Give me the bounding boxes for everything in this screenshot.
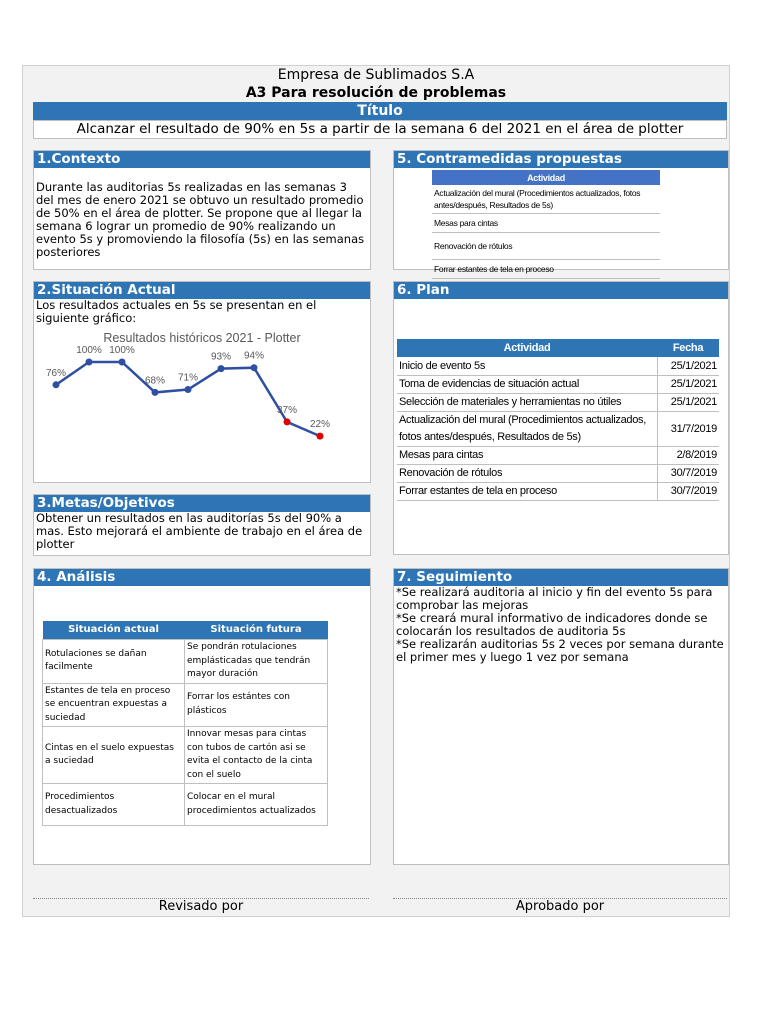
- reviewed-by-label: Revisado por: [158, 899, 244, 914]
- data-label: 100%: [109, 345, 135, 356]
- table-row: [43, 683, 328, 727]
- plan-activity: Forrar estantes de tela en proceso: [397, 482, 657, 500]
- table-row: [43, 784, 328, 826]
- company-name: Empresa de Sublimados S.A: [277, 67, 475, 83]
- context-heading: 1.Contexto: [34, 151, 370, 168]
- data-label: 94%: [243, 350, 265, 362]
- goals-panel: [33, 494, 371, 556]
- analysis-future: Forrar los estántes con plásticos: [185, 683, 328, 727]
- countermeasures-table: [432, 170, 660, 279]
- data-label: 100%: [76, 345, 102, 356]
- analysis-table: [42, 621, 328, 826]
- data-point: [53, 381, 60, 388]
- plan-activity: Toma de evidencias de situación actual: [397, 375, 657, 393]
- data-label: 22%: [309, 419, 331, 431]
- followup-panel: [393, 568, 729, 865]
- data-point: [152, 389, 159, 396]
- countermeasures-col-activity: Actividad: [432, 170, 660, 185]
- plan-panel: [393, 281, 729, 555]
- table-row: [43, 727, 328, 784]
- data-label: 93%: [210, 351, 232, 363]
- followup-line: *Se creará mural informativo de indicadores donde se colocarán los resultados de auditoria 5s: [396, 611, 708, 638]
- context-text: Durante las auditorias 5s realizadas en las semanas 3 del mes de enero 2021 se obtuvo un resultado promedio de 50% en el área de plotter. Se propone que al llegar la semana 6 lograr un promedio de 90% realizando un evento 5s y promoviendo la filosofía (5s) en las semanas posteriores: [36, 180, 365, 259]
- analysis-col-current: Situación actual: [43, 621, 185, 640]
- table-row: [432, 185, 660, 214]
- table-row: [397, 482, 719, 500]
- plan-date: 2/8/2019: [657, 446, 719, 464]
- analysis-current: Estantes de tela en proceso se encuentran expuestas a suciedad: [43, 683, 185, 727]
- title-label: Título: [33, 102, 727, 120]
- current-situation-panel: [33, 281, 371, 483]
- chart-title: Resultados históricos 2021 - Plotter: [103, 331, 301, 345]
- table-row: [432, 214, 660, 233]
- plan-date: 31/7/2019: [657, 411, 719, 446]
- table-row: [397, 411, 719, 446]
- data-point: [86, 359, 93, 366]
- table-row: [397, 464, 719, 482]
- data-point: [185, 386, 192, 393]
- table-row: [432, 260, 660, 279]
- table-row: [43, 640, 328, 684]
- plan-col-activity: Actividad: [397, 339, 657, 357]
- analysis-current: Procedimientos desactualizados: [43, 784, 185, 826]
- followup-heading: 7. Seguimiento: [394, 569, 728, 586]
- plan-date: 25/1/2021: [657, 357, 719, 375]
- table-row: [397, 446, 719, 464]
- plan-heading: 6. Plan: [394, 282, 728, 299]
- context-panel: [33, 150, 371, 270]
- document-title: A3 Para resolución de problemas: [245, 85, 507, 101]
- goals-text: Obtener un resultados en las auditorías 5s del 90% a mas. Esto mejorará el ambiente de trabajo en el área de plotter: [36, 511, 363, 551]
- countermeasure-item: Actualización del mural (Procedimientos actualizados, fotos antes/después, Resultados de 5s): [432, 185, 660, 214]
- current-heading: 2.Situación Actual: [34, 282, 370, 299]
- analysis-current: Rotulaciones se dañan facilmente: [43, 640, 185, 684]
- plan-table: [397, 339, 719, 501]
- analysis-panel: [33, 568, 371, 865]
- data-label: 37%: [276, 404, 298, 416]
- plan-activity: Renovación de rótulos: [397, 464, 657, 482]
- plan-activity: Inicio de evento 5s: [397, 357, 657, 375]
- data-point: [251, 364, 258, 371]
- goals-heading: 3.Metas/Objetivos: [34, 495, 370, 512]
- results-line-chart: [34, 327, 370, 497]
- analysis-current: Cintas en el suelo expuestas a suciedad: [43, 727, 185, 784]
- data-label: 71%: [177, 372, 199, 384]
- analysis-future: Se pondrán rotulaciones emplásticadas que tendrán mayor duración: [185, 640, 328, 684]
- countermeasure-item: Forrar estantes de tela en proceso: [432, 260, 660, 279]
- data-point: [317, 433, 324, 440]
- approved-by-label: Aprobado por: [515, 899, 605, 914]
- plan-date: 30/7/2019: [657, 482, 719, 500]
- plan-activity: Actualización del mural (Procedimientos actualizados, fotos antes/después, Resultados de 5s): [397, 411, 657, 446]
- plan-col-date: Fecha: [657, 339, 719, 357]
- title-text: Alcanzar el resultado de 90% en 5s a partir de la semana 6 del 2021 en el área de plotter: [33, 120, 727, 139]
- countermeasure-item: Renovación de rótulos: [432, 233, 660, 260]
- table-row: [432, 233, 660, 260]
- data-point: [218, 365, 225, 372]
- analysis-future: Colocar en el mural procedimientos actualizados: [185, 784, 328, 826]
- plan-date: 25/1/2021: [657, 393, 719, 411]
- countermeasures-heading: 5. Contramedidas propuestas: [394, 151, 728, 168]
- analysis-col-future: Situación futura: [185, 621, 328, 640]
- data-label: 76%: [45, 367, 67, 379]
- analysis-future: Innovar mesas para cintas con tubos de cartón asi se evita el contacto de la cinta con el suelo: [185, 727, 328, 784]
- data-point: [119, 359, 126, 366]
- countermeasure-item: Mesas para cintas: [432, 214, 660, 233]
- plan-activity: Selección de materiales y herramientas no útiles: [397, 393, 657, 411]
- current-text: Los resultados actuales en 5s se presentan en el siguiente gráfico:: [36, 298, 317, 325]
- followup-line: *Se realizarán auditorias 5s 2 veces por semana durante el primer mes y luego 1 vez por semana: [396, 637, 724, 664]
- plan-date: 30/7/2019: [657, 464, 719, 482]
- analysis-heading: 4. Análisis: [34, 569, 370, 586]
- followup-line: *Se realizará auditoria al inicio y fin del evento 5s para comprobar las mejoras: [396, 585, 713, 612]
- plan-activity: Mesas para cintas: [397, 446, 657, 464]
- table-row: [397, 393, 719, 411]
- countermeasures-panel: [393, 150, 729, 274]
- table-row: [397, 375, 719, 393]
- table-row: [397, 357, 719, 375]
- a3-sheet: [22, 65, 730, 917]
- data-label: 68%: [144, 375, 166, 387]
- data-point: [284, 418, 291, 425]
- plan-date: 25/1/2021: [657, 375, 719, 393]
